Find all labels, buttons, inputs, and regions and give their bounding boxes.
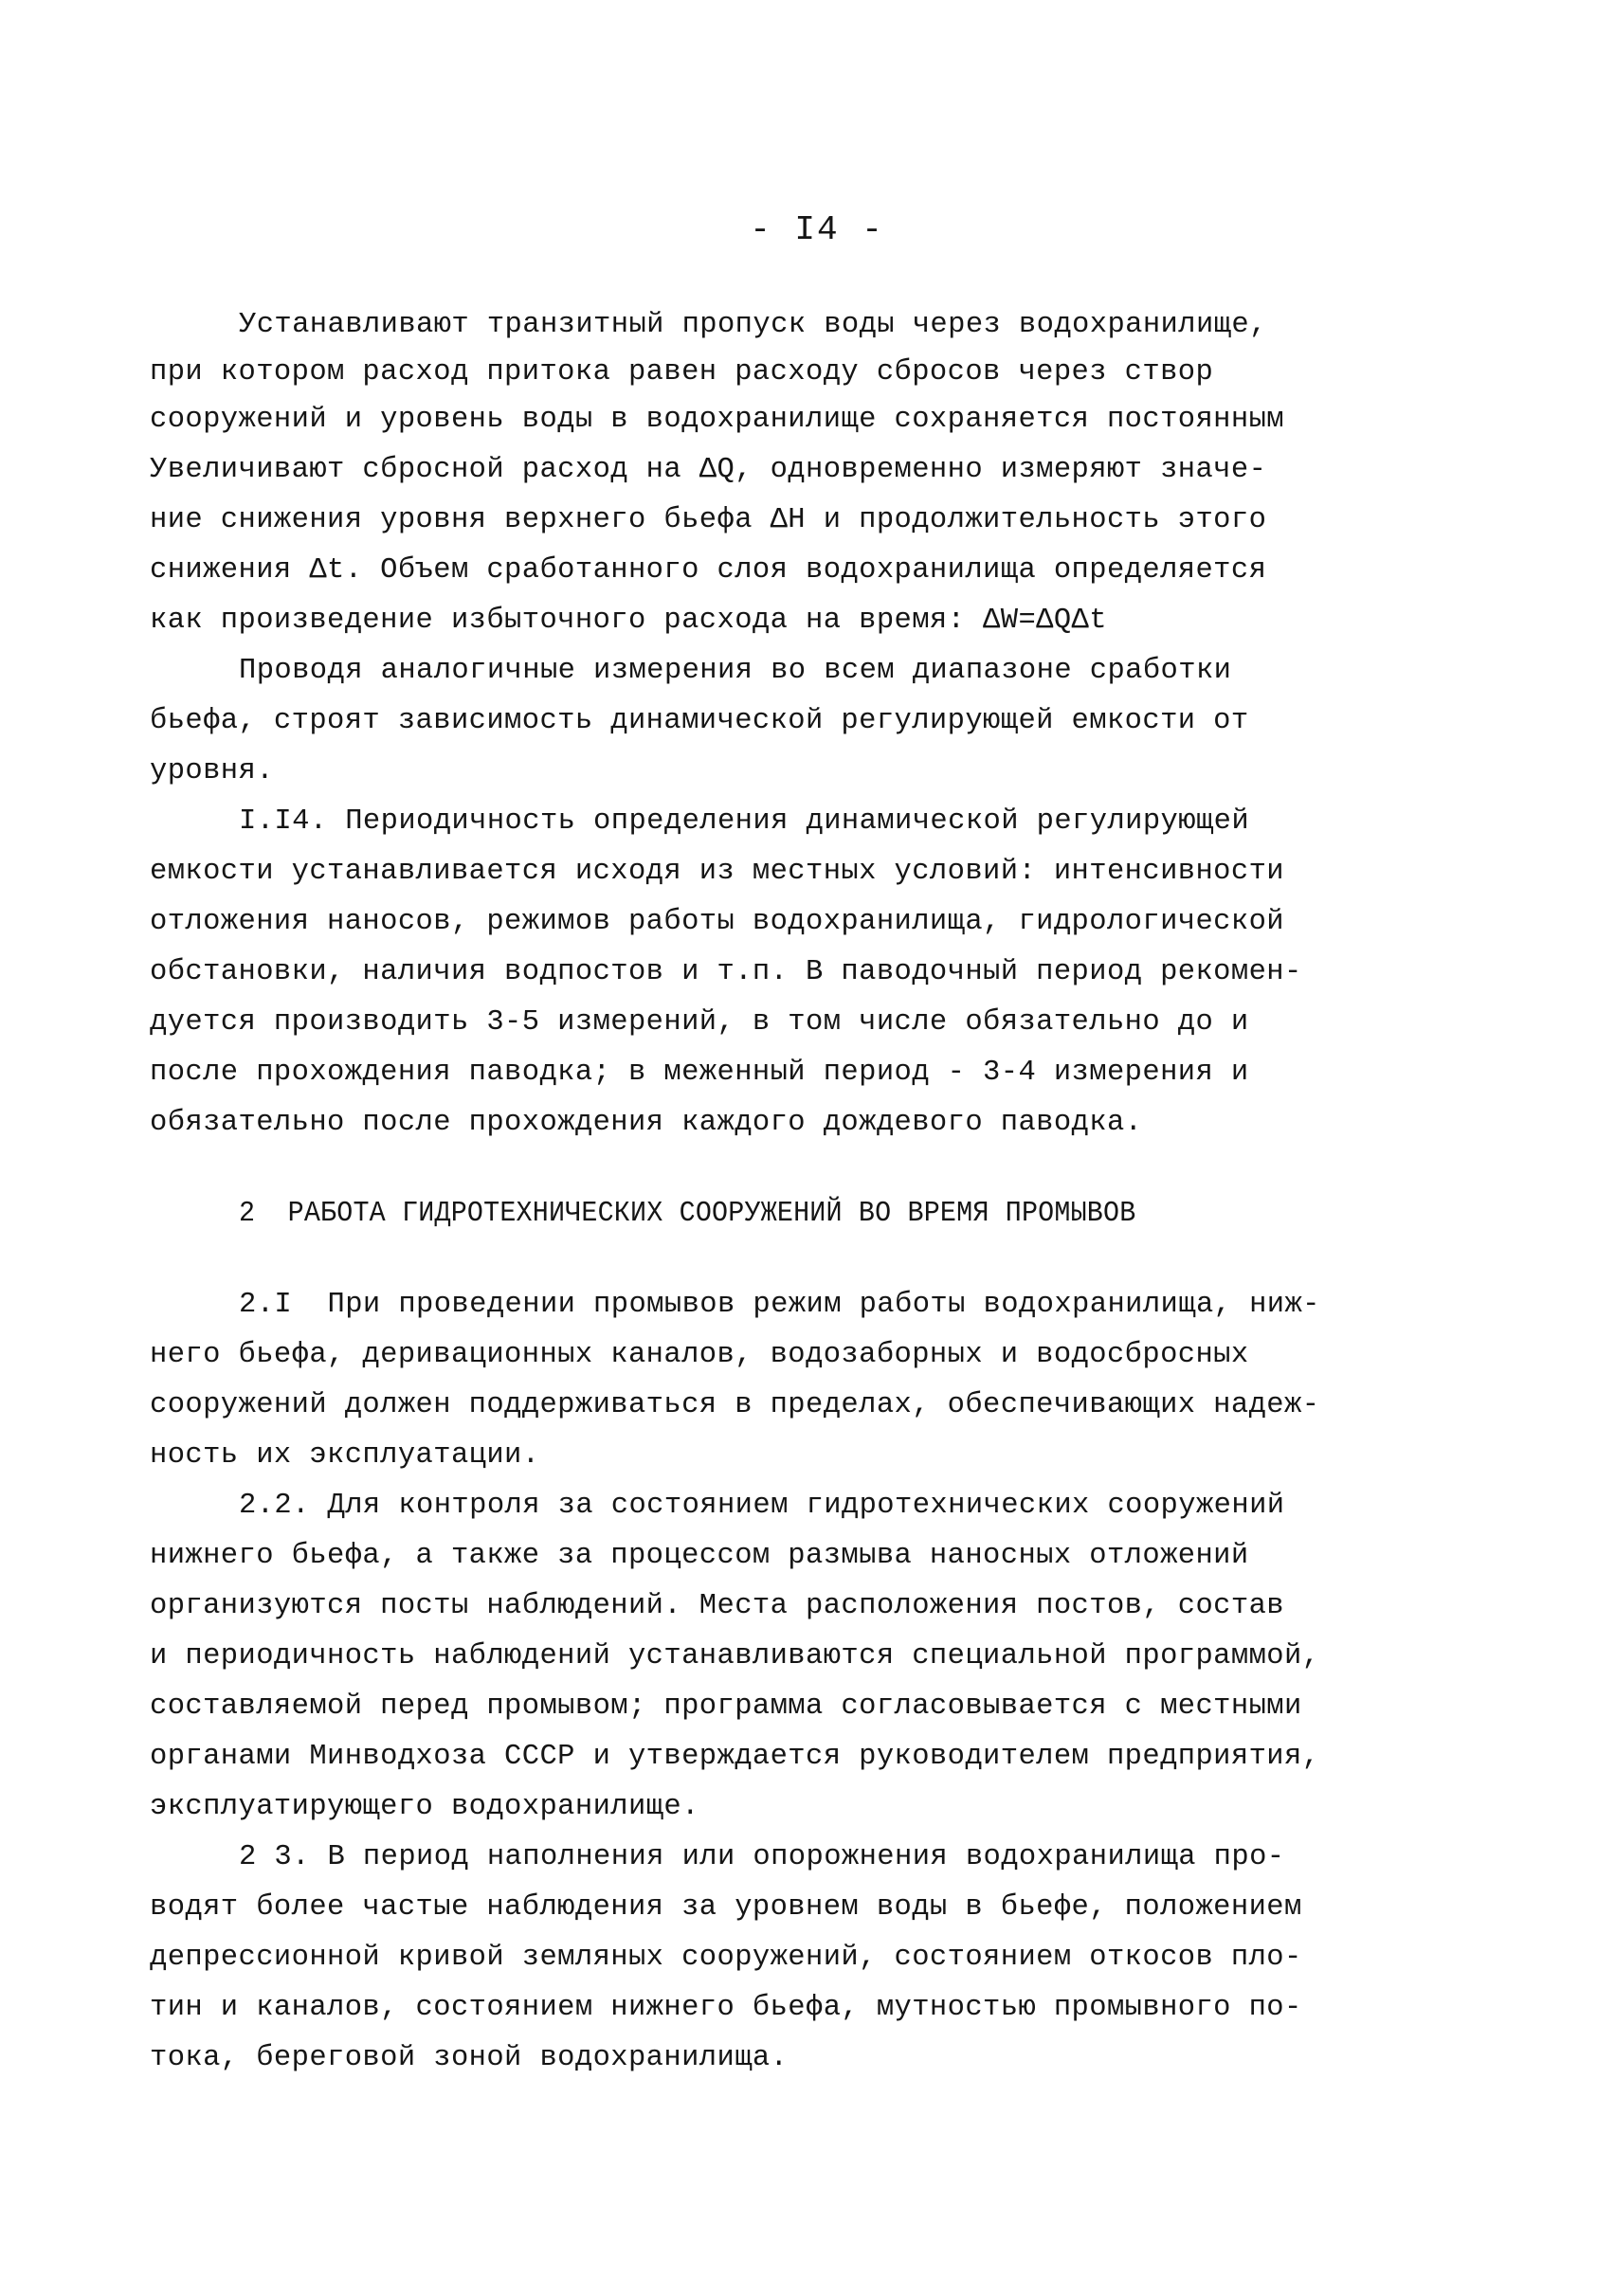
paragraph-line: 2 3. В период наполнения или опорожнения водохранилища про-: [239, 1841, 1285, 1873]
paragraph-line: Устанавливают транзитный пропуск воды через водохранилище,: [239, 309, 1267, 341]
paragraph-line: обстановки, наличия водпостов и т.п. В паводочный период рекомен-: [150, 956, 1302, 988]
paragraph-line: эксплуатирующего водохранилище.: [150, 1791, 699, 1823]
paragraph-line: 2.2. Для контроля за состоянием гидротехнических сооружений: [239, 1490, 1285, 1522]
paragraph-line: Проводя аналогичные измерения во всем диапазоне сработки: [239, 655, 1232, 687]
paragraph-line: как произведение избыточного расхода на время: ΔW=ΔQΔt: [150, 605, 1107, 637]
paragraph-line: I.I4. Периодичность определения динамической регулирующей: [239, 805, 1250, 838]
paragraph-line: организуются посты наблюдений. Места расположения постов, состав: [150, 1590, 1284, 1622]
paragraph-line: бьефа, строят зависимость динамической регулирующей емкости от: [150, 705, 1249, 737]
paragraph-line: емкости устанавливается исходя из местных условий: интенсивности: [150, 856, 1284, 888]
paragraph-line: нижнего бьефа, а также за процессом размыва наносных отложений: [150, 1540, 1249, 1572]
paragraph-line: органами Минводхоза СССР и утверждается руководителем предприятия,: [150, 1741, 1320, 1773]
paragraph-line: отложения наносов, режимов работы водохранилища, гидрологической: [150, 906, 1284, 938]
paragraph-line: тин и каналов, состоянием нижнего бьефа, мутностью промывного по-: [150, 1992, 1302, 2024]
paragraph-line: депрессионной кривой земляных сооружений, состоянием откосов пло-: [150, 1942, 1302, 1974]
paragraph-line: уровня.: [150, 755, 274, 787]
paragraph-line: водят более частые наблюдения за уровнем воды в бьефе, положением: [150, 1891, 1302, 1924]
paragraph-line: и периодичность наблюдений устанавливаются специальной программой,: [150, 1640, 1320, 1672]
paragraph-line: него бьефа, деривационных каналов, водозаборных и водосбросных: [150, 1339, 1249, 1371]
paragraph-line: Увеличивают сбросной расход на ΔQ, одновременно измеряют значе-: [150, 454, 1267, 486]
page-number: - I4 -: [750, 210, 884, 249]
paragraph-line: составляемой перед промывом; программа согласовывается с местными: [150, 1690, 1302, 1723]
paragraph-line: 2.I При проведении промывов режим работы водохранилища, ниж-: [239, 1289, 1320, 1321]
paragraph-line: сооружений и уровень воды в водохранилище сохраняется постоянным: [150, 404, 1284, 436]
paragraph-line: обязательно после прохождения каждого дождевого паводка.: [150, 1107, 1143, 1139]
paragraph-line: дуется производить 3-5 измерений, в том числе обязательно до и: [150, 1006, 1249, 1039]
paragraph-line: при котором расход притока равен расходу сбросов через створ: [150, 356, 1214, 389]
paragraph-line: тока, береговой зоной водохранилища.: [150, 2042, 789, 2074]
paragraph-line: сооружений должен поддерживаться в пределах, обеспечивающих надеж-: [150, 1389, 1320, 1421]
section-heading: 2 РАБОТА ГИДРОТЕХНИЧЕСКИХ СООРУЖЕНИЙ ВО ВРЕМЯ ПРОМЫВОВ: [239, 1198, 1136, 1230]
paragraph-line: ние снижения уровня верхнего бьефа ΔH и продолжительность этого: [150, 504, 1267, 536]
paragraph-line: ность их эксплуатации.: [150, 1439, 540, 1472]
paragraph-line: снижения Δt. Объем сработанного слоя водохранилища определяется: [150, 554, 1267, 587]
paragraph-line: после прохождения паводка; в меженный период - 3-4 измерения и: [150, 1057, 1249, 1089]
